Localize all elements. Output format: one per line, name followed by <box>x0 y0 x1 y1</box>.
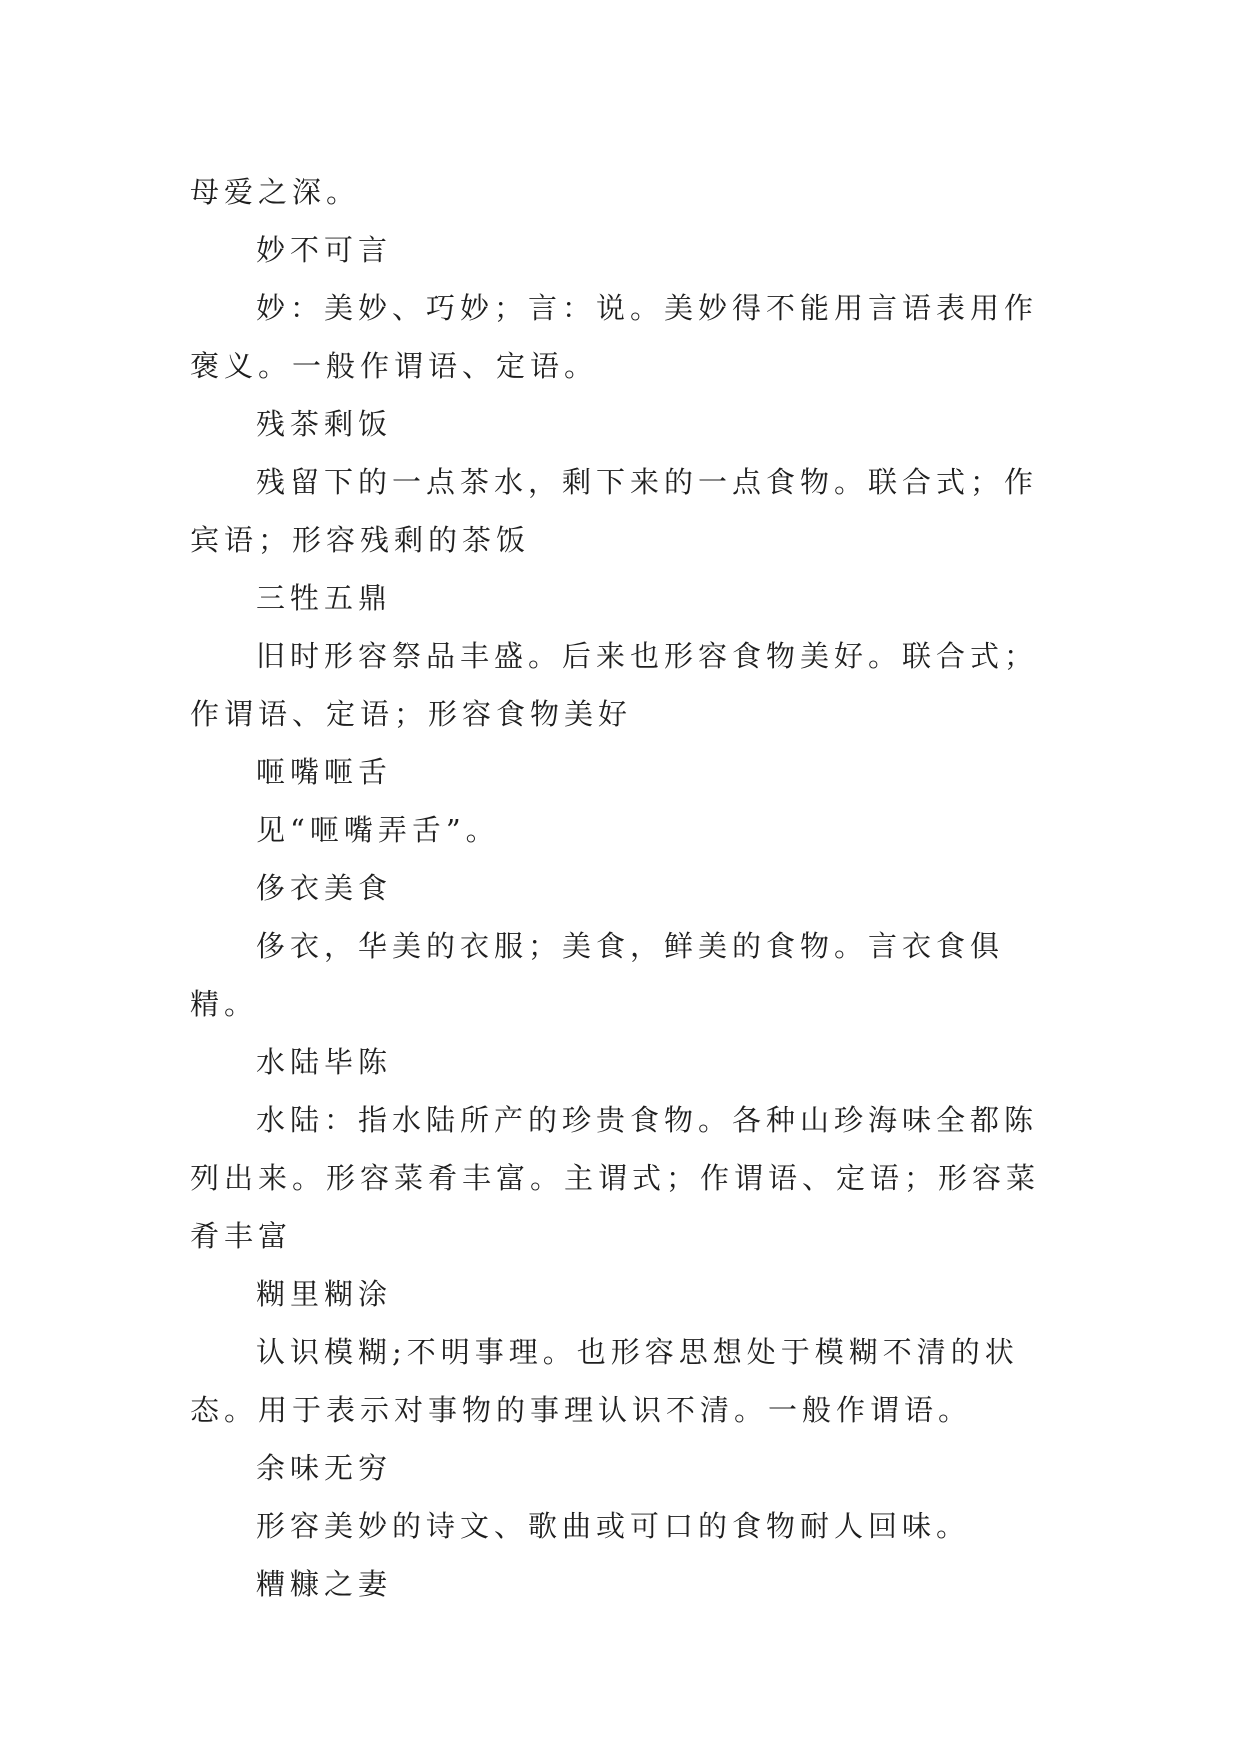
idiom-definition: 水陆：指水陆所产的珍贵食物。各种山珍海味全都陈列出来。形容菜肴丰富。主谓式；作谓语、定语；形容菜肴丰富 <box>190 1103 1041 1253</box>
idiom-definition: 残留下的一点茶水，剩下来的一点食物。联合式；作宾语；形容残剩的茶饭 <box>190 465 1039 557</box>
idiom-term: 咂嘴咂舌 <box>256 755 393 789</box>
idiom-term: 残茶剩饭 <box>256 407 393 441</box>
paragraph-continuation: 母爱之深。 <box>190 175 361 209</box>
idiom-definition: 见“咂嘴弄舌”。 <box>256 813 500 847</box>
idiom-definition: 妙：美妙、巧妙；言：说。美妙得不能用言语表用作褒义。一般作谓语、定语。 <box>190 291 1039 383</box>
idiom-term: 余味无穷 <box>256 1451 393 1485</box>
idiom-term: 糊里糊涂 <box>256 1277 393 1311</box>
idiom-term: 侈衣美食 <box>256 871 393 905</box>
idiom-term: 水陆毕陈 <box>256 1045 393 1079</box>
idiom-definition: 侈衣，华美的衣服；美食，鲜美的食物。言衣食俱精。 <box>190 929 1005 1021</box>
idiom-term: 糟糠之妻 <box>256 1567 393 1601</box>
idiom-definition: 认识模糊;不明事理。也形容思想处于模糊不清的状态。用于表示对事物的事理认识不清。一般作谓语。 <box>190 1335 1019 1427</box>
idiom-term: 妙不可言 <box>256 233 393 267</box>
idiom-term: 三牲五鼎 <box>256 581 393 615</box>
document-body <box>190 163 1070 1613</box>
idiom-definition: 形容美妙的诗文、歌曲或可口的食物耐人回味。 <box>256 1509 971 1543</box>
idiom-definition: 旧时形容祭品丰盛。后来也形容食物美好。联合式；作谓语、定语；形容食物美好 <box>190 639 1039 731</box>
